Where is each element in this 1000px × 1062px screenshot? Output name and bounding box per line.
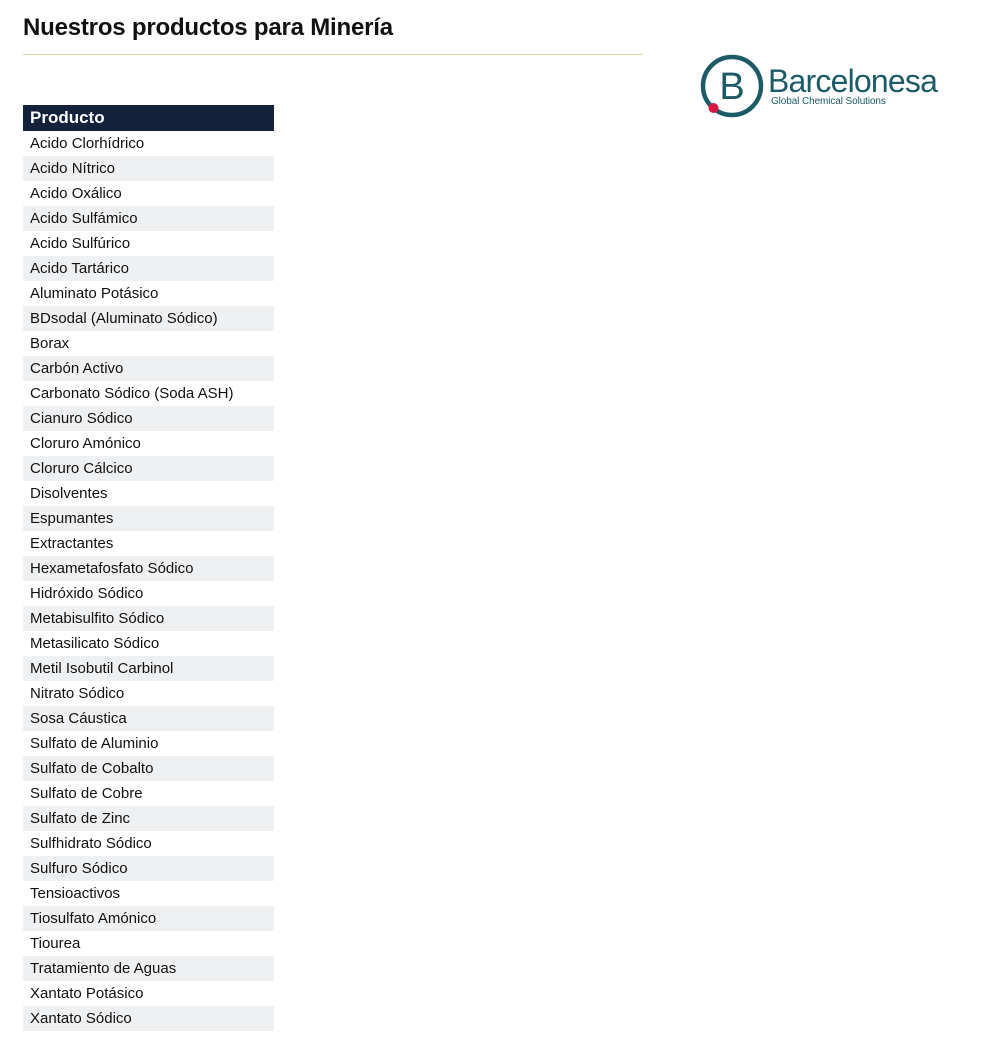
table-row: Sosa Cáustica [23, 706, 274, 731]
table-row: Tensioactivos [23, 881, 274, 906]
table-row: Nitrato Sódico [23, 681, 274, 706]
table-row: Metabisulfito Sódico [23, 606, 274, 631]
table-row: Aluminato Potásico [23, 281, 274, 306]
table-row: Borax [23, 331, 274, 356]
table-row: Acido Tartárico [23, 256, 274, 281]
logo-tagline: Global Chemical Solutions [771, 96, 886, 107]
table-row: Sulfhidrato Sódico [23, 831, 274, 856]
table-row: Acido Oxálico [23, 181, 274, 206]
table-row: Tiourea [23, 931, 274, 956]
table-row: Sulfato de Cobre [23, 781, 274, 806]
table-row: Sulfuro Sódico [23, 856, 274, 881]
table-row: Tiosulfato Amónico [23, 906, 274, 931]
table-row: Extractantes [23, 531, 274, 556]
table-header: Producto [23, 105, 274, 131]
table-body [23, 131, 274, 1031]
table-row: BDsodal (Aluminato Sódico) [23, 306, 274, 331]
table-row: Acido Nítrico [23, 156, 274, 181]
table-row: Cloruro Cálcico [23, 456, 274, 481]
barcelonesa-logo [698, 52, 948, 120]
table-row: Sulfato de Aluminio [23, 731, 274, 756]
logo-mark-icon [698, 52, 766, 120]
table-row: Espumantes [23, 506, 274, 531]
table-row: Hidróxido Sódico [23, 581, 274, 606]
table-row: Tratamiento de Aguas [23, 956, 274, 981]
product-table [23, 105, 274, 1031]
table-row: Metasilicato Sódico [23, 631, 274, 656]
table-row: Acido Clorhídrico [23, 131, 274, 156]
table-row: Cianuro Sódico [23, 406, 274, 431]
title-divider [23, 54, 643, 55]
table-row: Acido Sulfúrico [23, 231, 274, 256]
table-row: Carbón Activo [23, 356, 274, 381]
table-row: Sulfato de Cobalto [23, 756, 274, 781]
table-row: Acido Sulfámico [23, 206, 274, 231]
table-row: Carbonato Sódico (Soda ASH) [23, 381, 274, 406]
table-row: Xantato Potásico [23, 981, 274, 1006]
table-row: Xantato Sódico [23, 1006, 274, 1031]
table-row: Cloruro Amónico [23, 431, 274, 456]
table-row: Sulfato de Zinc [23, 806, 274, 831]
logo-name: Barcelonesa [768, 63, 938, 99]
page-title: Nuestros productos para Minería [23, 14, 393, 41]
table-row: Disolventes [23, 481, 274, 506]
table-row: Hexametafosfato Sódico [23, 556, 274, 581]
logo-letter: B [719, 66, 745, 108]
table-row: Metil Isobutil Carbinol [23, 656, 274, 681]
